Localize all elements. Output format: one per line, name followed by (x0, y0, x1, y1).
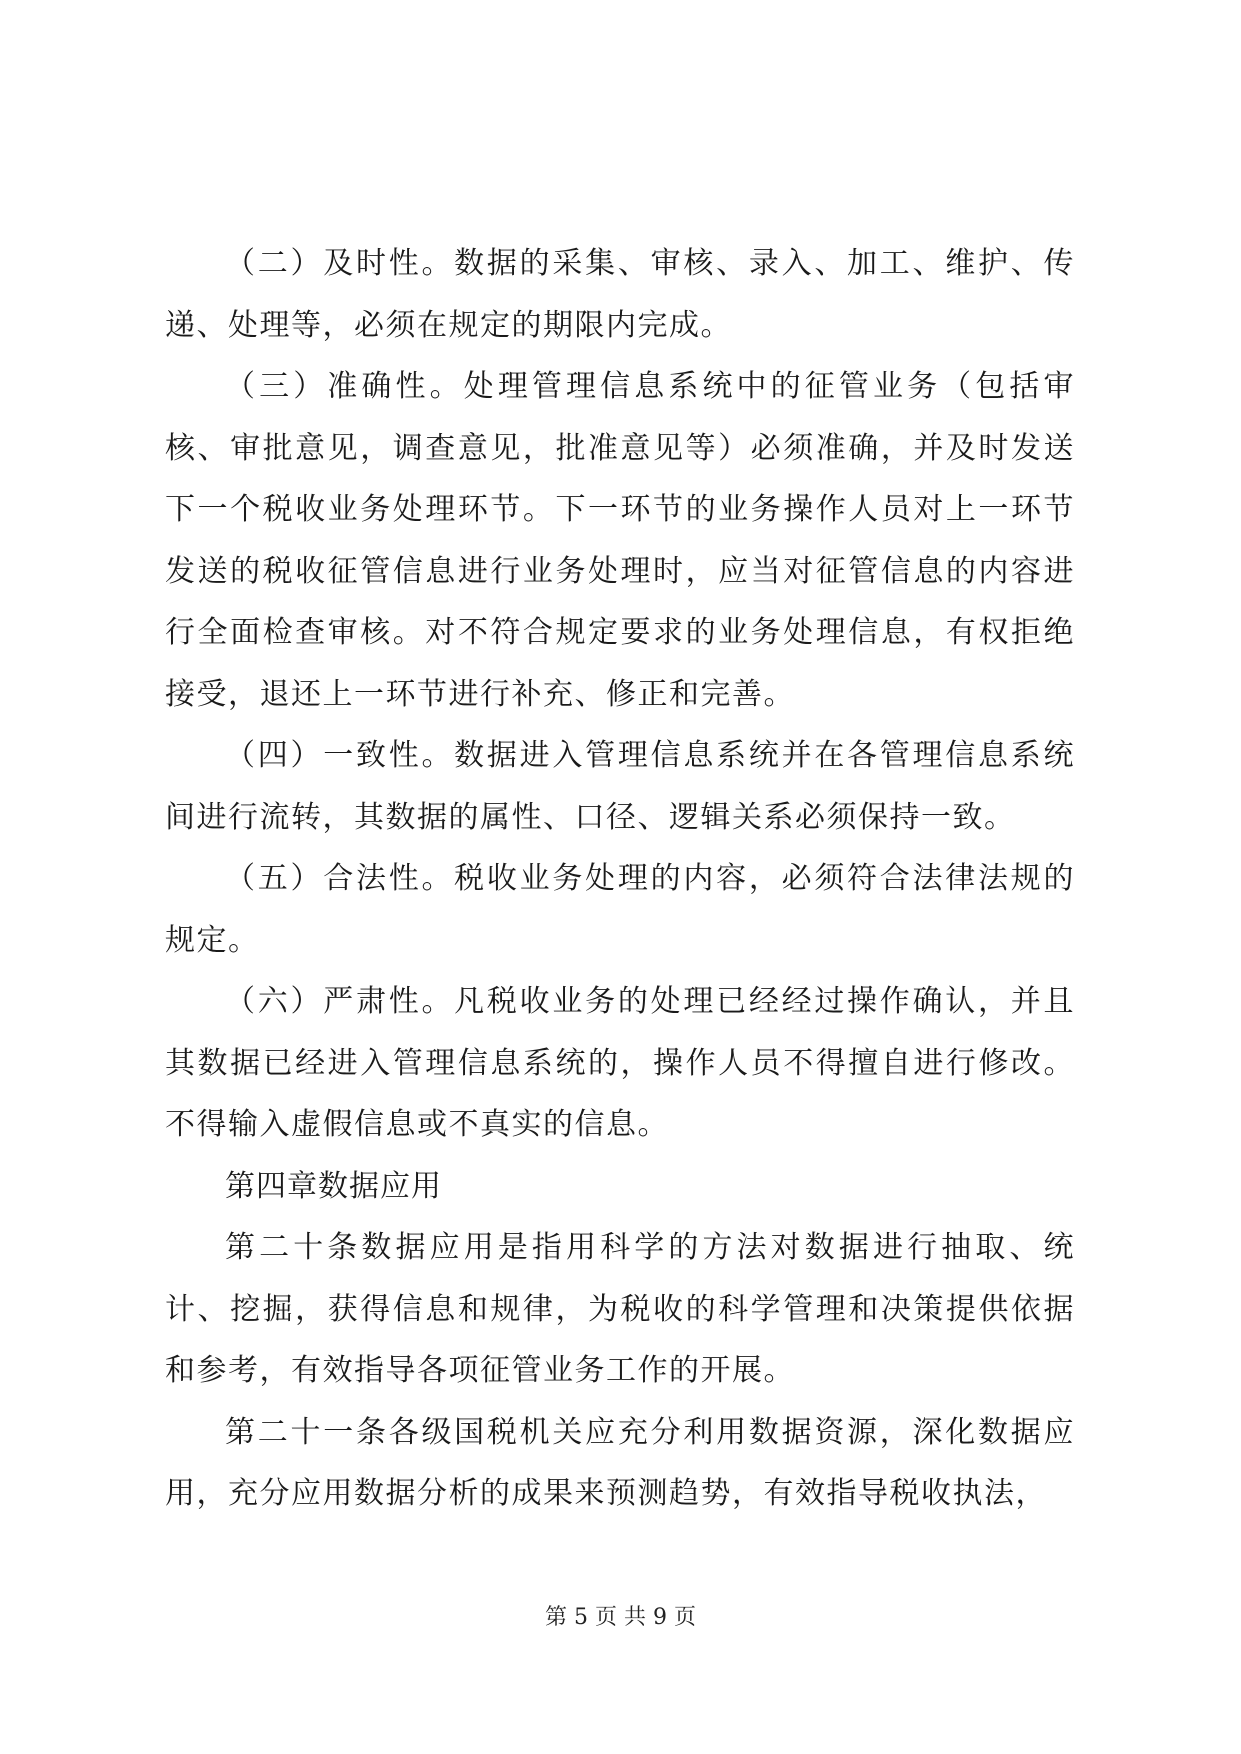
page-number-footer: 第 5 页 共 9 页 (545, 1605, 696, 1630)
paragraph-accuracy: （三）准确性。处理管理信息系统中的征管业务（包括审核、审批意见，调查意见，批准意见等）必须准确，并及时发送下一个税收业务处理环节。下一环节的业务操作人员对上一环节发送的税收征管信息进行业务处理时，应当对征管信息的内容进行全面检查审核。对不符合规定要求的业务处理信息，有权拒绝接受，退还上一环节进行补充、修正和完善。 (165, 369, 1075, 712)
paragraph-timeliness: （二）及时性。数据的采集、审核、录入、加工、维护、传递、处理等，必须在规定的期限内完成。 (165, 246, 1075, 343)
document-body (165, 233, 1075, 1525)
paragraph-consistency: （四）一致性。数据进入管理信息系统并在各管理信息系统间进行流转，其数据的属性、口径、逻辑关系必须保持一致。 (165, 738, 1075, 835)
chapter-heading: 第四章数据应用 (225, 1168, 442, 1204)
paragraph-article-21: 第二十一条各级国税机关应充分利用数据资源，深化数据应用，充分应用数据分析的成果来预测趋势，有效指导税收执法， (165, 1414, 1075, 1511)
paragraph-seriousness: （六）严肃性。凡税收业务的处理已经经过操作确认，并且其数据已经进入管理信息系统的，操作人员不得擅自进行修改。不得输入虚假信息或不真实的信息。 (165, 984, 1075, 1142)
paragraph-legality: （五）合法性。税收业务处理的内容，必须符合法律法规的规定。 (165, 861, 1075, 958)
paragraph-article-20: 第二十条数据应用是指用科学的方法对数据进行抽取、统计、挖掘，获得信息和规律，为税收的科学管理和决策提供依据和参考，有效指导各项征管业务工作的开展。 (165, 1230, 1075, 1388)
